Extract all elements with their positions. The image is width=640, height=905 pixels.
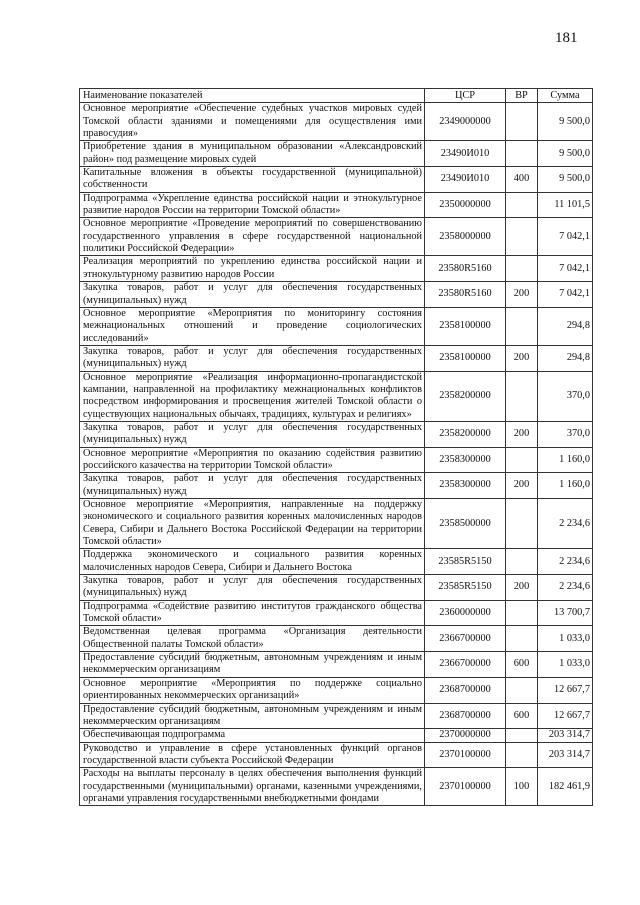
cell-sum: 2 234,6 — [538, 499, 593, 549]
cell-vr: 600 — [506, 652, 538, 678]
cell-name: Капитальные вложения в объекты государственной (муниципальной) собственности — [80, 167, 425, 193]
cell-name: Основное мероприятие «Мероприятия по оказанию содействия развитию российского казачества на территории Томской области» — [80, 447, 425, 473]
table-row — [80, 729, 593, 742]
cell-vr: 200 — [506, 421, 538, 447]
cell-name: Подпрограмма «Содействие развитию институтов гражданского общества Томской области» — [80, 600, 425, 626]
cell-sum: 9 500,0 — [538, 167, 593, 193]
table-row — [80, 575, 593, 601]
cell-vr — [506, 256, 538, 282]
cell-name: Подпрограмма «Укрепление единства российской нации и этнокультурное развитие народов России на территории Томской области» — [80, 192, 425, 218]
table-row — [80, 626, 593, 652]
cell-sum: 294,8 — [538, 345, 593, 371]
cell-sum: 1 033,0 — [538, 652, 593, 678]
table-row — [80, 768, 593, 806]
table-row — [80, 742, 593, 768]
cell-vr: 100 — [506, 768, 538, 806]
cell-sum: 7 042,1 — [538, 282, 593, 308]
table-row — [80, 345, 593, 371]
header-csr: ЦСР — [425, 89, 506, 103]
cell-sum: 370,0 — [538, 421, 593, 447]
cell-vr — [506, 218, 538, 256]
cell-sum: 1 160,0 — [538, 473, 593, 499]
cell-vr — [506, 600, 538, 626]
cell-csr: 2358300000 — [425, 473, 506, 499]
table-row — [80, 371, 593, 421]
cell-csr: 23580R5160 — [425, 256, 506, 282]
table-row — [80, 421, 593, 447]
cell-name: Руководство и управление в сфере установленных функций органов государственной власти субъекта Российской Федерации — [80, 742, 425, 768]
cell-name: Реализация мероприятий по укреплению единства российской нации и этнокультурному развитию народов России — [80, 256, 425, 282]
table-header-row — [80, 89, 593, 103]
table-row — [80, 652, 593, 678]
cell-sum: 203 314,7 — [538, 742, 593, 768]
table-row — [80, 473, 593, 499]
cell-sum: 7 042,1 — [538, 218, 593, 256]
table-row — [80, 218, 593, 256]
cell-csr: 2366700000 — [425, 626, 506, 652]
cell-csr: 2368700000 — [425, 703, 506, 729]
cell-csr: 23490И010 — [425, 141, 506, 167]
cell-vr: 200 — [506, 575, 538, 601]
cell-vr — [506, 307, 538, 345]
cell-vr — [506, 549, 538, 575]
cell-sum: 1 033,0 — [538, 626, 593, 652]
cell-sum: 9 500,0 — [538, 141, 593, 167]
cell-sum: 370,0 — [538, 371, 593, 421]
cell-vr — [506, 371, 538, 421]
cell-sum: 7 042,1 — [538, 256, 593, 282]
cell-csr: 2360000000 — [425, 600, 506, 626]
cell-vr: 600 — [506, 703, 538, 729]
cell-name: Закупка товаров, работ и услуг для обеспечения государственных (муниципальных) нужд — [80, 345, 425, 371]
cell-sum: 12 667,7 — [538, 703, 593, 729]
cell-sum: 2 234,6 — [538, 575, 593, 601]
table-row — [80, 282, 593, 308]
cell-vr — [506, 103, 538, 141]
table-row — [80, 447, 593, 473]
cell-name: Закупка товаров, работ и услуг для обеспечения государственных (муниципальных) нужд — [80, 421, 425, 447]
header-sum: Сумма — [538, 89, 593, 103]
cell-sum: 13 700,7 — [538, 600, 593, 626]
cell-csr: 2350000000 — [425, 192, 506, 218]
cell-name: Расходы на выплаты персоналу в целях обеспечения выполнения функций государственными (муниципальными) органами, казенными учреждениями, органами управления государственными внебюджетными фондами — [80, 768, 425, 806]
table-row — [80, 256, 593, 282]
cell-name: Основное мероприятие «Мероприятия по мониторингу состояния межнациональных отношений и проведение социологических исследований» — [80, 307, 425, 345]
cell-vr: 400 — [506, 167, 538, 193]
cell-csr: 2370000000 — [425, 729, 506, 742]
cell-csr: 2358000000 — [425, 218, 506, 256]
cell-name: Основное мероприятие «Мероприятия, направленные на поддержку экономического и социального развития коренных малочисленных народов Севера, Сибири и Дальнего Востока Российской Федерации на территории Томской области» — [80, 499, 425, 549]
cell-name: Обеспечивающая подпрограмма — [80, 729, 425, 742]
table-row — [80, 141, 593, 167]
cell-vr — [506, 447, 538, 473]
table-row — [80, 677, 593, 703]
cell-csr: 2358100000 — [425, 345, 506, 371]
cell-csr: 2358200000 — [425, 421, 506, 447]
cell-csr: 2358200000 — [425, 371, 506, 421]
cell-sum: 11 101,5 — [538, 192, 593, 218]
page-number: 181 — [555, 30, 578, 46]
cell-csr: 23585R5150 — [425, 575, 506, 601]
cell-csr: 2358300000 — [425, 447, 506, 473]
cell-csr: 2368700000 — [425, 677, 506, 703]
cell-name: Основное мероприятие «Проведение мероприятий по совершенствованию государственного управления в сфере государственной национальной политики Российской Федерации» — [80, 218, 425, 256]
table-row — [80, 600, 593, 626]
cell-name: Ведомственная целевая программа «Организация деятельности Общественной палаты Томской области» — [80, 626, 425, 652]
cell-csr: 2349000000 — [425, 103, 506, 141]
cell-vr — [506, 742, 538, 768]
cell-sum: 12 667,7 — [538, 677, 593, 703]
cell-vr — [506, 677, 538, 703]
cell-vr — [506, 141, 538, 167]
cell-name: Закупка товаров, работ и услуг для обеспечения государственных (муниципальных) нужд — [80, 575, 425, 601]
cell-sum: 182 461,9 — [538, 768, 593, 806]
table-row — [80, 167, 593, 193]
cell-sum: 294,8 — [538, 307, 593, 345]
cell-csr: 23580R5160 — [425, 282, 506, 308]
cell-csr: 23490И010 — [425, 167, 506, 193]
table-row — [80, 192, 593, 218]
cell-csr: 2370100000 — [425, 768, 506, 806]
cell-name: Основное мероприятие «Реализация информационно-пропагандистской кампании, направленной на профилактику межнациональных конфликтов посредством информирования и просвещения жителей Томской области о существующих национальных обычаях, традициях, культурах и религиях» — [80, 371, 425, 421]
table-row — [80, 103, 593, 141]
cell-csr: 2358100000 — [425, 307, 506, 345]
table-row — [80, 549, 593, 575]
cell-name: Закупка товаров, работ и услуг для обеспечения государственных (муниципальных) нужд — [80, 282, 425, 308]
cell-sum: 2 234,6 — [538, 549, 593, 575]
cell-sum: 203 314,7 — [538, 729, 593, 742]
cell-vr: 200 — [506, 282, 538, 308]
cell-vr: 200 — [506, 473, 538, 499]
cell-sum: 9 500,0 — [538, 103, 593, 141]
cell-name: Приобретение здания в муниципальном образовании «Александровский район» под размещение мировых судей — [80, 141, 425, 167]
cell-name: Основное мероприятие «Обеспечение судебных участков мировых судей Томской области зданиями и помещениями для осуществления ими правосудия» — [80, 103, 425, 141]
cell-csr: 2370100000 — [425, 742, 506, 768]
budget-table — [79, 88, 593, 806]
table-row — [80, 499, 593, 549]
cell-vr — [506, 192, 538, 218]
cell-csr: 2358500000 — [425, 499, 506, 549]
table-row — [80, 307, 593, 345]
cell-sum: 1 160,0 — [538, 447, 593, 473]
cell-vr — [506, 729, 538, 742]
header-vr: ВР — [506, 89, 538, 103]
cell-csr: 2366700000 — [425, 652, 506, 678]
cell-vr — [506, 499, 538, 549]
cell-vr — [506, 626, 538, 652]
cell-name: Предоставление субсидий бюджетным, автономным учреждениям и иным некоммерческим организациям — [80, 652, 425, 678]
table-body — [80, 103, 593, 806]
cell-vr: 200 — [506, 345, 538, 371]
header-name: Наименование показателей — [80, 89, 425, 103]
table-row — [80, 703, 593, 729]
cell-csr: 23585R5150 — [425, 549, 506, 575]
cell-name: Основное мероприятие «Мероприятия по поддержке социально ориентированных некоммерческих организаций» — [80, 677, 425, 703]
cell-name: Поддержка экономического и социального развития коренных малочисленных народов Севера, Сибири и Дальнего Востока — [80, 549, 425, 575]
cell-name: Предоставление субсидий бюджетным, автономным учреждениям и иным некоммерческим организациям — [80, 703, 425, 729]
cell-name: Закупка товаров, работ и услуг для обеспечения государственных (муниципальных) нужд — [80, 473, 425, 499]
